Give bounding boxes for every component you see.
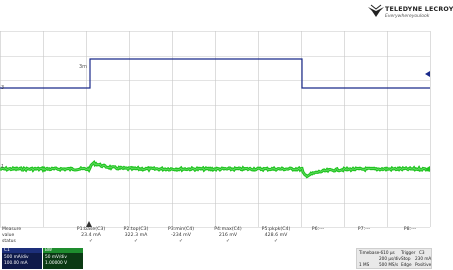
status-row-label: status: [2, 239, 16, 244]
p5-name[interactable]: P5:pkpk(C4): [261, 227, 291, 232]
measure-row-label: Measure: [2, 227, 22, 232]
c1-offset: 100.00 mA: [4, 261, 28, 266]
logo-tagline: Everywhereyoulook: [385, 14, 430, 19]
c3-scale: 50 mV/div: [45, 255, 67, 260]
c3-channel-descriptor[interactable]: [43, 248, 83, 269]
c3-channel-label: BW: [43, 248, 83, 253]
p3-status: ✓: [179, 239, 183, 244]
grid-lines: [0, 31, 431, 228]
sample-count: 1 MS: [359, 262, 370, 267]
timebase-trigger-descriptor[interactable]: [356, 248, 432, 269]
c1-channel-label: C1: [2, 248, 42, 253]
trigger-type: Edge: [401, 262, 412, 267]
p5-value: 428.6 mV: [264, 233, 288, 238]
logo-brand-text: TELEDYNE LECROY: [385, 6, 453, 13]
p8-name[interactable]: P8:---: [403, 227, 417, 232]
p1-value: 23.4 mA: [81, 233, 101, 238]
p4-name[interactable]: P4:max(C4): [214, 227, 242, 232]
p1-name[interactable]: P1:base(C3): [76, 227, 106, 232]
p2-status: ✓: [134, 239, 138, 244]
c3-trace-label: 3m: [79, 64, 88, 70]
status-bar: [0, 247, 435, 270]
p5-status: ✓: [274, 239, 278, 244]
c3-offset-marker[interactable]: [425, 71, 430, 77]
p2-value: 322.3 mA: [124, 233, 148, 238]
c1-ground-marker: 1: [1, 164, 5, 170]
measurement-table: [0, 227, 435, 247]
trigger-mode: Stop: [401, 256, 411, 261]
trigger-label: Trigger: [401, 250, 416, 255]
c3-current-trace: [0, 59, 430, 88]
trigger-slope: Positive: [415, 262, 432, 267]
timebase-delay: -610 µs: [379, 250, 395, 255]
p4-status: ✓: [226, 239, 230, 244]
p6-name[interactable]: P6:---: [311, 227, 325, 232]
c1-channel-descriptor[interactable]: [2, 248, 42, 269]
p1-status: ✓: [89, 239, 93, 244]
trigger-channel: C3: [419, 250, 425, 255]
timebase-label: Timebase: [359, 250, 380, 255]
trigger-level: 230 mA: [415, 256, 432, 261]
teledyne-lecroy-logo: [368, 3, 453, 31]
c3-ground-marker: 3: [1, 85, 5, 91]
p7-name[interactable]: P7:---: [357, 227, 371, 232]
c3-offset: 1.00000 V: [45, 261, 68, 266]
p4-value: 216 mV: [218, 233, 238, 238]
lecroy-bird-icon: [368, 5, 384, 17]
p2-name[interactable]: P2:top(C3): [123, 227, 149, 232]
c1-scale: 500 mA/div: [4, 255, 29, 260]
p3-value: -234 mV: [171, 233, 191, 238]
p3-name[interactable]: P3:min(C4): [167, 227, 195, 232]
waveform-grid[interactable]: [0, 31, 430, 227]
time-per-div: 200 µs/div: [379, 256, 401, 261]
value-row-label: value: [2, 233, 15, 238]
sample-rate: 500 MS/s: [379, 262, 399, 267]
